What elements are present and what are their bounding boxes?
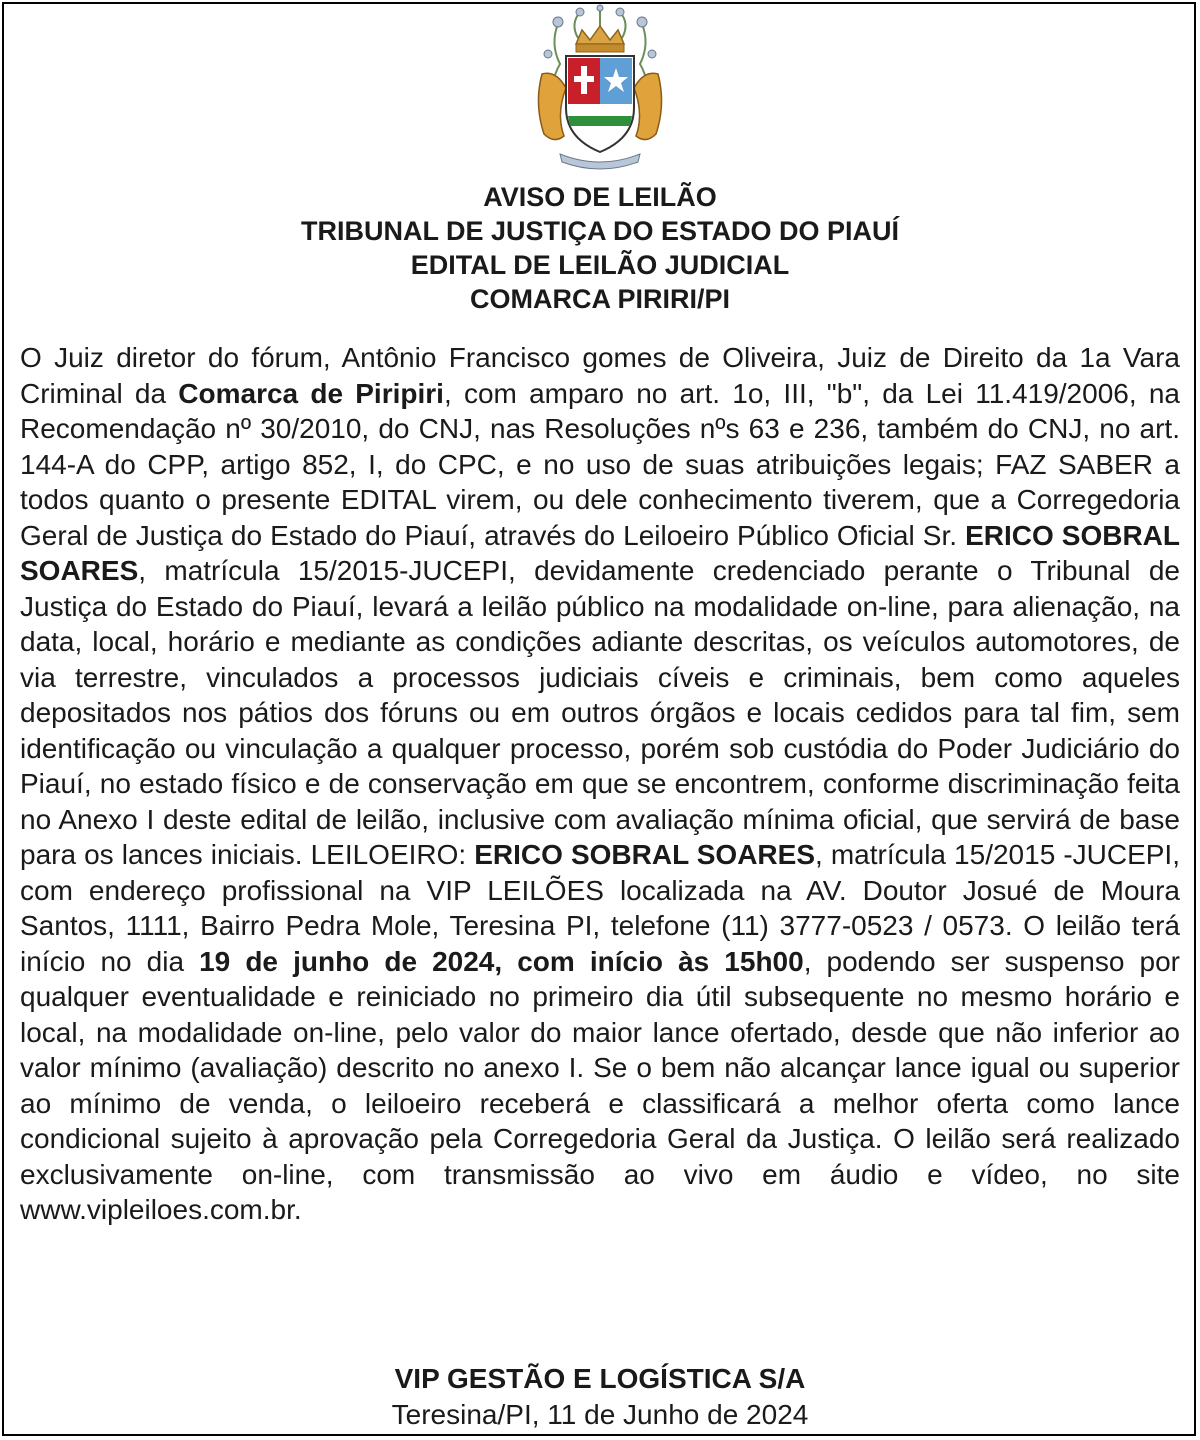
body-part-2: , com amparo no art. 1o, III, "b", da Lei 11.419/2006, na Recomendação nº 30/2010, do CNJ, nas Resoluções nºs 63 e 236, também do CNJ, no art. 144-A do CPP, artigo 852, I, do CPC, e no uso de suas atribuições legais; FAZ SABER a todos quanto o presente EDITAL virem, ou dele conhecimento tiverem, que a Corregedoria Geral de Justiça do Estado do Piauí, através do Leiloeiro Público Oficial Sr. — [20, 377, 1180, 551]
notice-headings — [0, 180, 1200, 316]
body-part-1: O Juiz diretor do fórum, Antônio Francisco gomes de Oliveira, Juiz de Direito da 1a Vara Criminal da — [20, 342, 1180, 409]
coat-of-arms-icon — [520, 4, 680, 172]
body-part-3: , matrícula 15/2015-JUCEPI, devidamente credenciado perante o Tribunal de Justiça do Estado do Piauí, levará a leilão público na modalidade on-line, para alienação, na data, local, horário e mediante as condições adiante descritas, os veículos automotores, de via terrestre, vinculados a processos judiciais cíveis e criminais, bem como aqueles depositados nos pátios dos fóruns ou em outros órgãos e locais cedidos para tal fim, sem identificação ou vinculação a qualquer processo, porém sob custódia do Poder Judiciário do Piauí, no estado físico e de conservação em que se encontrem, conforme discriminação feita no Anexo I deste edital de leilão, inclusive com avaliação mínima oficial, que servirá de base para os lances iniciais. LEILOEIRO: — [20, 555, 1180, 870]
body-bold-date: 19 de junho de 2024, com início às 15h00 — [199, 945, 804, 977]
heading-court: TRIBUNAL DE JUSTIÇA DO ESTADO DO PIAUÍ — [300, 216, 900, 246]
footer-company: VIP GESTÃO E LOGÍSTICA S/A — [394, 1363, 806, 1394]
notice-footer — [0, 1361, 1200, 1433]
heading-edital: EDITAL DE LEILÃO JUDICIAL — [410, 250, 790, 280]
body-bold-auctioneer: ERICO SOBRAL SOARES — [20, 519, 1181, 586]
body-bold-comarca: Comarca de Piripiri — [178, 377, 444, 409]
footer-date: Teresina/PI, 11 de Junho de 2024 — [391, 1399, 809, 1430]
notice-body — [20, 340, 1180, 1228]
body-part-5: , podendo ser suspenso por qualquer eventualidade e reiniciado no primeiro dia útil subsequente no mesmo horário e local, na modalidade on-line, pelo valor do maior lance ofertado, desde que não inferior ao valor mínimo (avaliação) descrito no anexo I. Se o bem não alcançar lance igual ou superior ao mínimo de venda, o leiloeiro receberá e classificará a melhor oferta como lance condicional sujeito à aprovação pela Corregedoria Geral da Justiça. O leilão será realizado exclusivamente on-line, com transmissão ao vivo em áudio e vídeo, no site www.vipleiloes.com.br. — [20, 945, 1180, 1225]
body-bold-auctioneer-2: ERICO SOBRAL SOARES — [474, 839, 816, 870]
heading-comarca: COMARCA PIRIRI/PI — [469, 284, 730, 314]
heading-title: AVISO DE LEILÃO — [483, 182, 717, 212]
body-part-4: , matrícula 15/2015 -JUCEPI, com endereço profissional na VIP LEILÕES localizada na AV. Doutor Josué de Moura Santos, 1111, Bairro Pedra Mole, Teresina PI, telefone (11) 3777-0523 / 0573. O leilão terá início no dia — [20, 839, 1180, 977]
